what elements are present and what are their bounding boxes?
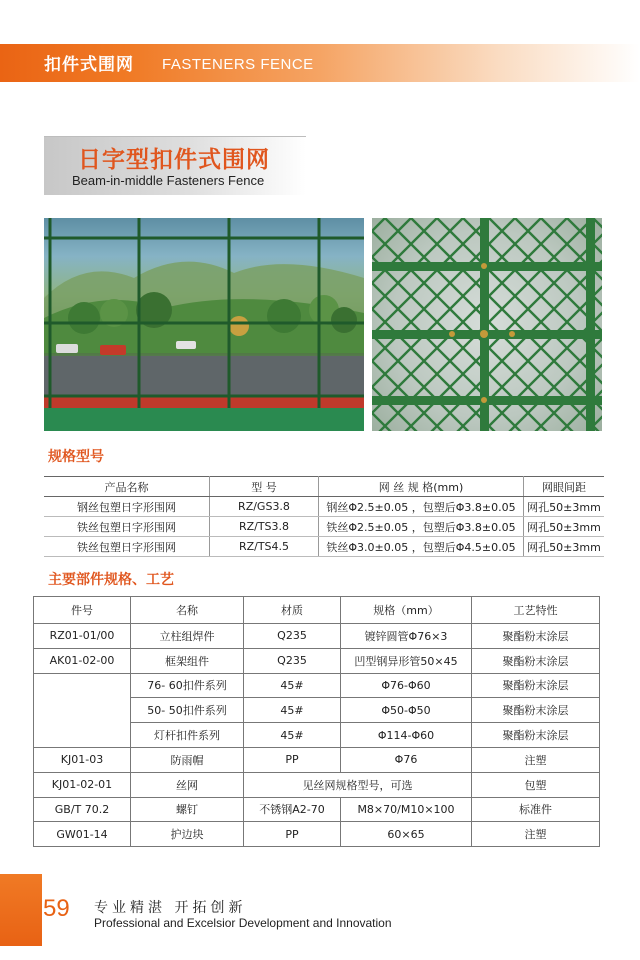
parts-table [33,596,600,847]
table-row [44,537,604,557]
parts-cell-process: 包塑 [472,772,600,797]
parts-cell-material: Q235 [244,648,341,673]
spec-cell: RZ/TS3.8 [210,517,319,537]
parts-cell-spec: 镀锌圆管Φ76×3 [341,624,472,649]
parts-cell-material: 45# [244,673,341,698]
table-row [34,673,600,698]
parts-col-material: 材质 [244,597,341,624]
table-row [34,648,600,673]
table-row [44,517,604,537]
parts-cell-name: 76- 60扣件系列 [131,673,244,698]
product-title-en: Beam-in-middle Fasteners Fence [72,173,265,188]
parts-col-part-no: 件号 [34,597,131,624]
parts-cell-name: 丝网 [131,772,244,797]
parts-cell-no: KJ01-03 [34,747,131,772]
parts-cell-spec: 60×65 [341,822,472,847]
parts-cell-material: PP [244,822,341,847]
spec-cell: 铁丝Φ2.5±0.05 ，包塑后Φ3.8±0.05 [319,517,524,537]
parts-cell-material: 45# [244,698,341,723]
parts-cell-name: 立柱组焊件 [131,624,244,649]
parts-cell-no: RZ01-01/00 [34,624,131,649]
parts-table-header-row [34,597,600,624]
table-row [34,747,600,772]
spec-table-header-row [44,477,604,497]
spec-section-title: 规格型号 [48,449,104,465]
spec-table [44,476,604,557]
parts-cell-name: 50- 50扣件系列 [131,698,244,723]
header-title-en: FASTENERS FENCE [162,56,314,73]
spec-col-product-name: 产品名称 [44,477,210,497]
spec-col-model: 型 号 [210,477,319,497]
chain-link-mesh-illustration [372,218,602,431]
parts-cell-process: 注塑 [472,822,600,847]
parts-cell-process: 聚酯粉末涂层 [472,648,600,673]
spec-cell: 网孔50±3mm [524,497,605,517]
parts-cell-spec: Φ76-Φ60 [341,673,472,698]
spec-cell: RZ/GS3.8 [210,497,319,517]
spec-col-mesh-spacing: 网眼间距 [524,477,605,497]
table-row [34,624,600,649]
spec-col-wire-spec: 网 丝 规 格(mm) [319,477,524,497]
spec-cell: 铁丝Φ3.0±0.05 ，包塑后Φ4.5±0.05 [319,537,524,557]
fence-court-illustration [44,218,364,431]
parts-cell-material: Q235 [244,624,341,649]
parts-cell-spec: Φ114-Φ60 [341,723,472,748]
parts-cell-spec: Φ76 [341,747,472,772]
parts-cell-name: 框架组件 [131,648,244,673]
parts-col-process: 工艺特性 [472,597,600,624]
spec-cell: RZ/TS4.5 [210,537,319,557]
parts-col-spec: 规格（mm） [341,597,472,624]
parts-cell-name: 灯杆扣件系列 [131,723,244,748]
footer-accent-bar [0,874,42,946]
spec-cell: 钢丝Φ2.5±0.05 ，包塑后Φ3.8±0.05 [319,497,524,517]
slogan-en: Professional and Excelsior Development and Innovation [94,916,392,930]
fence-court-photo [44,218,364,431]
header-title-zh: 扣件式围网 [44,55,134,75]
parts-cell-no: GB/T 70.2 [34,797,131,822]
fence-mesh-closeup-photo [372,218,602,431]
spec-cell: 铁丝包塑日字形围网 [44,517,210,537]
spec-cell: 铁丝包塑日字形围网 [44,537,210,557]
parts-cell-name: 护边块 [131,822,244,847]
parts-cell-no: GW01-14 [34,822,131,847]
parts-cell-process: 聚酯粉末涂层 [472,673,600,698]
table-row [34,772,600,797]
spec-cell: 钢丝包塑日字形围网 [44,497,210,517]
parts-cell-process: 聚酯粉末涂层 [472,698,600,723]
parts-cell-spec: Φ50-Φ50 [341,698,472,723]
table-row [34,797,600,822]
parts-col-name: 名称 [131,597,244,624]
parts-cell-material: 不锈钢A2-70 [244,797,341,822]
slogan-zh: 专业精湛 开拓创新 [94,900,247,916]
parts-cell-name: 防雨帽 [131,747,244,772]
parts-cell-material: 45# [244,723,341,748]
parts-cell-spec: M8×70/M10×100 [341,797,472,822]
parts-cell-process: 标准件 [472,797,600,822]
parts-cell-process: 注塑 [472,747,600,772]
spec-cell: 网孔50±3mm [524,537,605,557]
parts-cell-name: 螺钉 [131,797,244,822]
parts-cell-no: AK01-02-00 [34,648,131,673]
product-title-zh: 日字型扣件式围网 [78,147,270,173]
parts-cell-spec: 凹型钢异形管50×45 [341,648,472,673]
spec-cell: 网孔50±3mm [524,517,605,537]
parts-cell-material: PP [244,747,341,772]
parts-cell-no-empty [34,673,131,747]
parts-section-title: 主要部件规格、工艺 [48,572,174,588]
table-row [44,497,604,517]
page-number: 59 [43,895,70,922]
table-row [34,822,600,847]
parts-cell-process: 聚酯粉末涂层 [472,624,600,649]
parts-cell-no: KJ01-02-01 [34,772,131,797]
parts-cell-process: 聚酯粉末涂层 [472,723,600,748]
parts-cell-merged-spec: 见丝网规格型号，可选 [244,772,472,797]
